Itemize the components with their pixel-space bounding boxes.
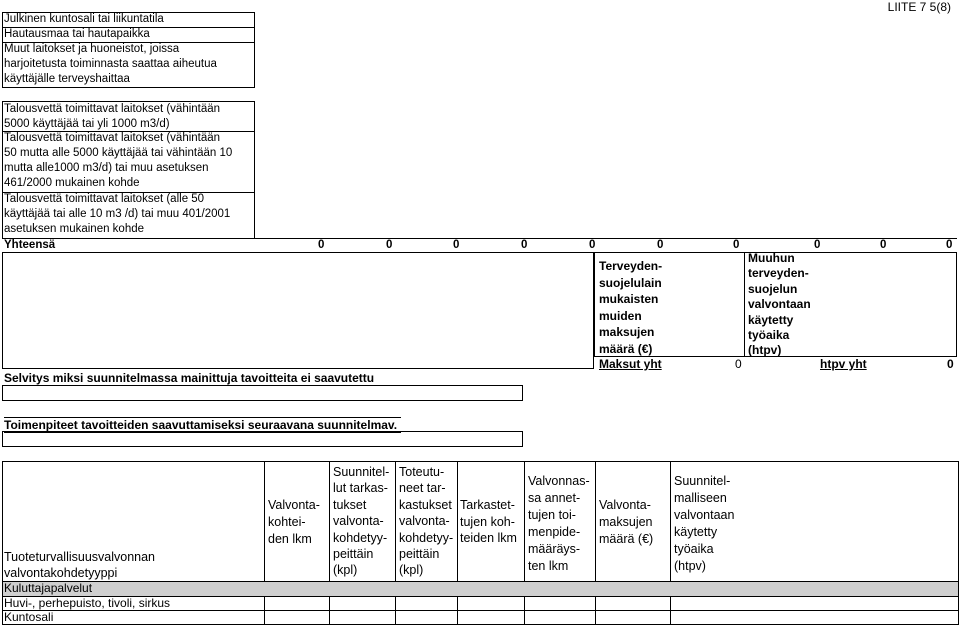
time-header-line: käytetty <box>748 312 794 327</box>
time-header-line: suojelun <box>748 281 798 296</box>
page-label: LIITE 7 5(8) <box>887 0 951 14</box>
water-row1-line2: 5000 käyttäjää tai yli 1000 m3/d) <box>4 118 170 130</box>
water-row2-line3: mutta alle1000 m3/d) tai muu asetuksen <box>4 162 209 174</box>
total-value: 0 <box>880 239 887 251</box>
col-header-tarkastetut: Tarkastet- tujen koh- teiden lkm <box>460 498 517 545</box>
row-hautausmaa: Hautausmaa tai hautapaikka <box>4 28 150 40</box>
total-value: 0 <box>386 239 393 251</box>
fees-total-value: 0 <box>735 357 742 371</box>
col-header-maksut: Valvonta- maksujen määrä (€) <box>599 498 654 546</box>
col-header-kohteet: Valvonta- kohtei- den lkm <box>268 498 320 546</box>
col-header-toteutuneet: Toteutu- neet tar- kastukset valvonta- kohdetyy- peittäin (kpl) <box>399 465 454 578</box>
total-value: 0 <box>814 239 821 251</box>
fee-header <box>599 258 662 357</box>
fees-total-label: Maksut yht <box>599 357 662 371</box>
table-row: Huvi-, perhepuisto, tivoli, sirkus <box>4 596 171 610</box>
fee-header-line: määrä (€) <box>599 341 653 356</box>
time-header-line: valvontaan <box>748 297 811 312</box>
row-kuntosali: Julkinen kuntosali tai liikuntatila <box>4 13 164 25</box>
total-value: 0 <box>589 239 596 251</box>
explanation-input[interactable] <box>2 385 523 401</box>
water-row2-line2: 50 mutta alle 5000 käyttäjää tai vähintään 10 <box>4 147 233 159</box>
col-header-toimenpiteet: Valvonnas- sa annet- tujen toi- menpide- määräys- ten lkm <box>528 474 590 573</box>
time-header-line: (htpv) <box>748 343 782 358</box>
fee-header-line: Terveyden- <box>599 259 663 273</box>
measures-input[interactable] <box>2 431 523 447</box>
fee-header-line: maksujen <box>599 325 655 339</box>
time-total-value: 0 <box>947 357 954 371</box>
water-row2-line1: Talousvettä toimittavat laitokset (vähintään <box>4 132 221 144</box>
water-row1-line1: Talousvettä toimittavat laitokset (vähintään <box>4 103 221 115</box>
time-total-label: htpv yht <box>820 357 867 371</box>
measures-label: Toimenpiteet tavoitteiden saavuttamiseksi seuraavana suunnitelmav. <box>4 417 401 433</box>
total-value: 0 <box>453 239 460 251</box>
total-value: 0 <box>733 239 740 251</box>
water-row3-line1: Talousvettä toimittavat laitokset (alle 50 <box>4 193 205 205</box>
col-header-suunnitellut: Suunnitel- lut tarkas- tukset valvonta- kohdetyy- peittäin (kpl) <box>333 465 390 578</box>
section-label: Kuluttajapalvelut <box>4 581 93 595</box>
time-header-line: Muuhun <box>748 251 795 265</box>
fee-header-line: muiden <box>599 308 642 323</box>
row-muut-3: käyttäjälle terveyshaittaa <box>4 73 130 85</box>
table-row: Kuntosali <box>4 610 54 624</box>
row-muut-2: harjoitetusta toiminnasta saattaa aiheutua <box>4 58 217 70</box>
explanation-label: Selvitys miksi suunnitelmassa mainittuja tavoitteita ei saavutettu <box>4 371 380 386</box>
first-col-header-line: Tuoteturvallisuusvalvonnan <box>4 550 156 564</box>
section-row-bg <box>3 582 958 596</box>
fee-header-line: suojelulain <box>599 275 662 290</box>
fee-header-line: mukaisten <box>599 292 659 306</box>
water-row3-line2: käyttäjää tai alle 10 m3 /d) tai muu 401/2001 <box>4 208 231 220</box>
water-row2-line4: 461/2000 mukainen kohde <box>4 177 140 189</box>
total-value: 0 <box>521 239 528 251</box>
col-header-tyoaika: Suunnitel- malliseen valvontaan käytetty työaika (htpv) <box>674 474 735 573</box>
total-value: 0 <box>318 239 325 251</box>
totals-label: Yhteensä <box>4 239 56 251</box>
time-header-line: työaika <box>748 328 790 343</box>
water-row3-line3: asetuksen mukainen kohde <box>4 223 145 235</box>
first-col-header <box>4 549 155 581</box>
first-col-header-line: valvontakohdetyyppi <box>4 566 118 580</box>
row-muut-1: Muut laitokset ja huoneistot, joissa <box>4 43 180 55</box>
total-value: 0 <box>946 239 953 251</box>
fees-empty-box[interactable] <box>2 252 594 369</box>
time-header <box>748 251 811 359</box>
time-header-line: terveyden- <box>748 266 809 281</box>
total-value: 0 <box>657 239 664 251</box>
